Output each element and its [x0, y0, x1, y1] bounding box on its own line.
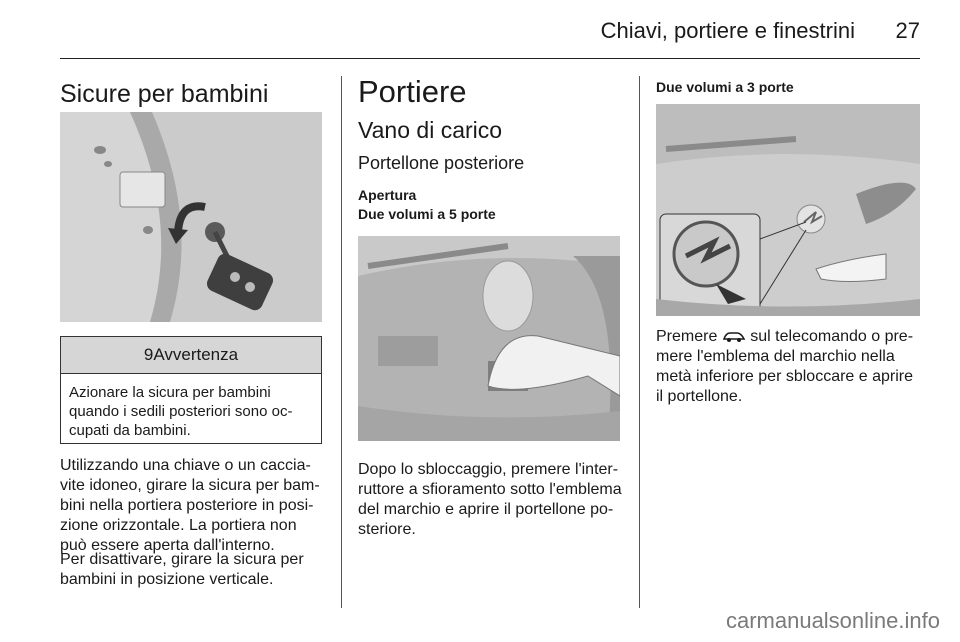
section-heading-doors: Portiere: [358, 74, 467, 109]
page-number: 27: [895, 18, 920, 43]
tailgate-5-door-paragraph: Dopo lo sbloccaggio, premere l'inter-ruttore a sfioramento sotto l'emblema del marchio e aprire il portellone po-steriore.: [358, 461, 622, 538]
label-5-door: Due volumi a 5 porte: [358, 206, 496, 222]
section-heading-child-locks: Sicure per bambini: [60, 80, 269, 108]
warning-header: [61, 337, 321, 374]
warning-title: Avvertenza: [153, 345, 239, 364]
label-3-door: Due volumi a 3 porte: [656, 79, 794, 95]
label-opening: Apertura: [358, 187, 417, 203]
warning-text: Azionare la sicura per bambini quando i sedili posteriori sono oc-cupati da bambini.: [69, 384, 293, 439]
header-rule: [60, 58, 920, 59]
subsection-tailgate: Portellone posteriore: [358, 153, 525, 173]
paragraph-lead: Premere: [656, 328, 718, 345]
child-lock-paragraph-1: Utilizzando una chiave o un caccia-vite idoneo, girare la sicura per bam-bini nella portiera posteriore in posi-zione orizzontale. La portiera non può essere aperta dall'interno.: [60, 457, 320, 554]
paragraph-rest: sul telecomando o pre-mere l'emblema del marchio nella metà inferiore per sbloccare e aprire il portellone.: [656, 328, 914, 405]
watermark: carmanualsonline.info: [725, 608, 940, 633]
subheading-load-compartment: Vano di carico: [358, 117, 503, 143]
tailgate-3-door-illustration: [656, 104, 920, 316]
car-unlock-icon: [722, 329, 746, 343]
running-header-title: Chiavi, portiere e finestrini: [600, 18, 855, 43]
warning-triangle-icon: 9: [143, 345, 154, 364]
child-lock-paragraph-2: Per disattivare, girare la sicura per bambini in posizione verticale.: [60, 551, 304, 588]
column-divider-1: [341, 76, 342, 608]
warning-box: [60, 336, 322, 444]
column-divider-2: [639, 76, 640, 608]
child-lock-illustration: [60, 112, 322, 322]
tailgate-5-door-illustration: [358, 236, 620, 441]
tailgate-3-door-paragraph: [656, 327, 922, 407]
